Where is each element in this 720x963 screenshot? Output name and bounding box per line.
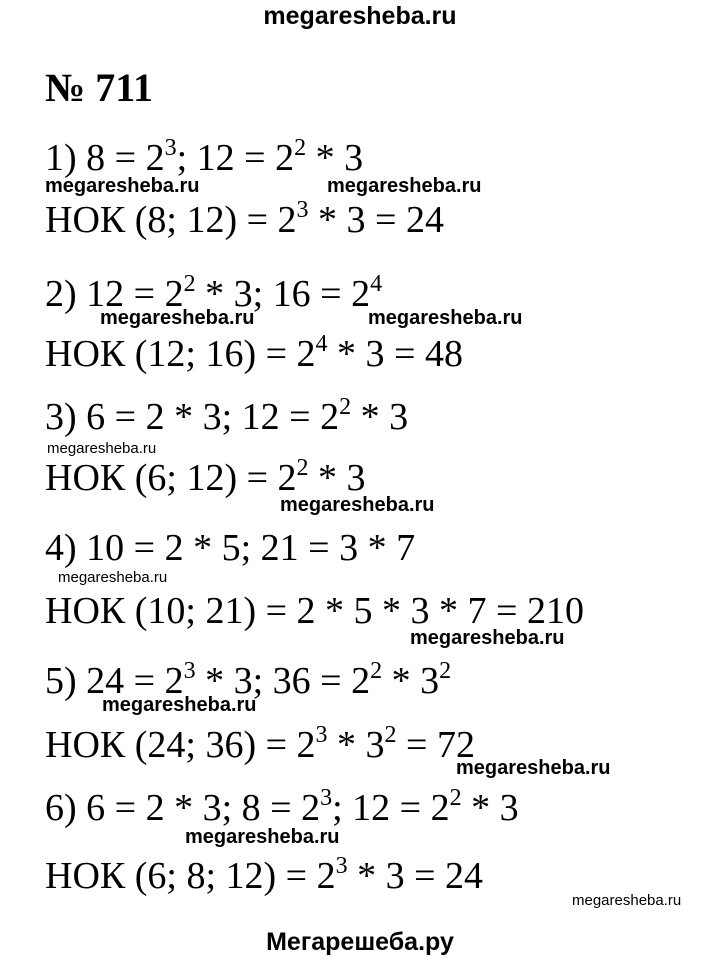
lcm-line-6: НОК (6; 8; $12) = 2^3 * 3 = 24$ (45, 853, 484, 897)
watermark: megaresheba.ru (280, 494, 435, 516)
solution-line-6: 6) 6 = 2 * 3; $8 = 2^3$; $12 = 2^2 * 3$ (45, 785, 519, 829)
lcm-line-2: НОК (12; $16) = 2^4 * 3 = 48$ (45, 331, 463, 375)
watermark: megaresheba.ru (456, 757, 611, 779)
watermark: megaresheba.ru (45, 175, 200, 197)
solution-line-3: 3) 6 = 2 * 3; $12 = 2^2 * 3$ (45, 394, 409, 438)
watermark: megaresheba.ru (327, 175, 482, 197)
watermark: megaresheba.ru (47, 440, 157, 457)
lcm-line-3: НОК (6; $12) = 2^2 * 3$ (45, 455, 366, 499)
site-header: megaresheba.ru (263, 2, 457, 30)
watermark: megaresheba.ru (572, 892, 682, 909)
watermark: megaresheba.ru (102, 694, 257, 716)
watermark: megaresheba.ru (410, 627, 565, 649)
site-footer: Мегарешеба.ру (266, 928, 454, 956)
watermark: megaresheba.ru (100, 307, 255, 329)
solution-line-1: 1) $8 = 2^3$; $12 = 2^2 * 3$ (45, 135, 364, 179)
lcm-line-5: НОК (24; $36) = 2^3 * 3^2 = 72$ (45, 722, 475, 766)
lcm-line-4: НОК (10; 21) = 2 * 5 * 3 * 7 = 210 (45, 590, 584, 632)
lcm-line-1: НОК (8; $12) = 2^3 * 3 = 24$ (45, 197, 444, 241)
solution-line-2: 2) $12 = 2^2 * 3$; $16 = 2^4$ (45, 271, 383, 315)
watermark: megaresheba.ru (185, 826, 340, 848)
task-number: № 711 (45, 65, 153, 110)
watermark: megaresheba.ru (368, 307, 523, 329)
solution-line-4: 4) 10 = 2 * 5; 21 = 3 * 7 (45, 527, 416, 569)
watermark: megaresheba.ru (58, 569, 168, 586)
solution-line-5: 5) $24 = 2^3 * 3$; $36 = 2^2 * 3^2$ (45, 658, 452, 702)
